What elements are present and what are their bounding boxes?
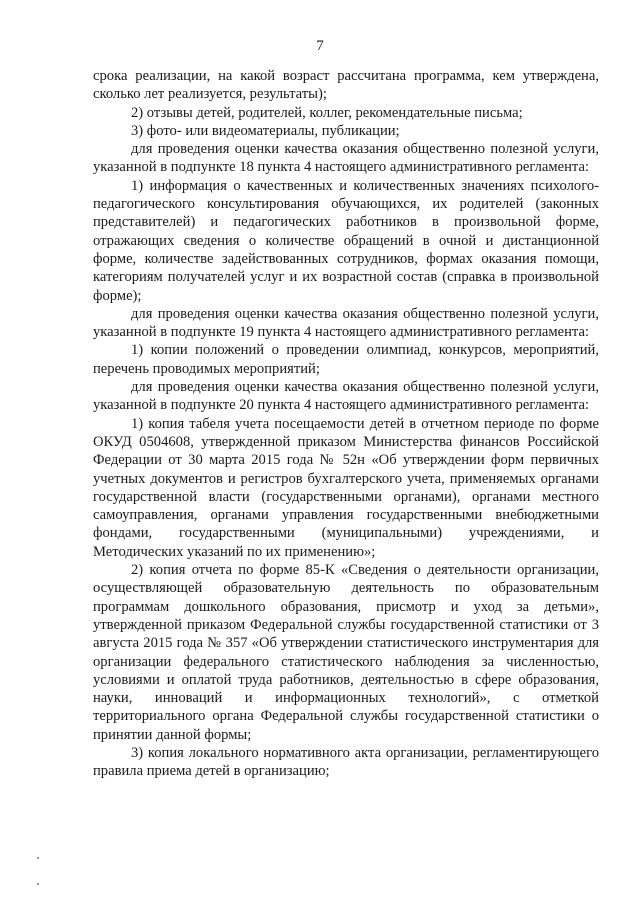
list-item-reviews: 2) отзывы детей, родителей, коллег, рекомендательные письма; [131, 104, 523, 121]
list-item-attendance-copy: 1) копия табеля учета посещаемости детей в отчетном периоде по форме ОКУД 0504608, утвержденной приказом Министерства финансов Российской Федерации от 30 марта 2015 года № 52н «Об утверждении форм первичных учетных документов и регистров бухгалтерского учета, применяемых органами государственной власти (государственными органами), органами местного самоуправления, органами управления государственными внебюджетными фондами, государственными (муниципальными) учреждениями, и Методических указаний по их применению»; [93, 415, 599, 560]
scan-speck [37, 883, 39, 885]
body-text [93, 67, 599, 781]
paragraph-subclause-19: для проведения оценки качества оказания общественно полезной услуги, указанной в подпункте 19 пункта 4 настоящего административного регламента: [93, 305, 599, 341]
list-item-media: 3) фото- или видеоматериалы, публикации; [131, 122, 400, 139]
paragraph-subclause-20: для проведения оценки качества оказания общественно полезной услуги, указанной в подпункте 20 пункта 4 настоящего административного регламента: [93, 379, 599, 414]
list-item-consulting-info: 1) информация о качественных и количественных значениях психолого-педагогического консультирования обучающихся, их родителей (законных представителей) и педагогических работников в произвольной форме, отражающих сведения о количестве обращений в очной и дистанционной форме, количестве задействованных сотрудников, формах оказания помощи, категориям получателей услуг и их возрастной состав (справка в произвольной форме); [93, 177, 599, 304]
list-item-report-85k: 2) копия отчета по форме 85-К «Сведения о деятельности организации, осуществляющей образовательную деятельность по образовательным программам дошкольного образования, присмотр и уход за детьми», утвержденной приказом Федеральной службы государственной статистики от 3 августа 2015 года № 357 «Об утверждении статистического инструментария для организации федерального статистического наблюдения за численностью, условиями и оплатой труда работников, деятельностью в сфере образования, науки, инноваций и информационных технологий», с отметкой территориального органа Федеральной службы государственной статистики о принятии данной формы; [93, 562, 599, 743]
paragraph-subclause-18: для проведения оценки качества оказания общественно полезной услуги, указанной в подпункте 18 пункта 4 настоящего административного регламента: [93, 141, 599, 176]
list-item-local-act: 3) копия локального нормативного акта организации, регламентирующего правила приема детей в организацию; [93, 744, 599, 780]
page-number: 7 [316, 38, 324, 54]
scan-speck [37, 857, 39, 859]
list-item-olympiad-copies: 1) копии положений о проведении олимпиад, конкурсов, мероприятий, перечень проводимых мероприятий; [93, 342, 599, 377]
paragraph-continuation: срока реализации, на какой возраст рассчитана программа, кем утверждена, сколько лет реализуется, результаты); [93, 68, 599, 103]
